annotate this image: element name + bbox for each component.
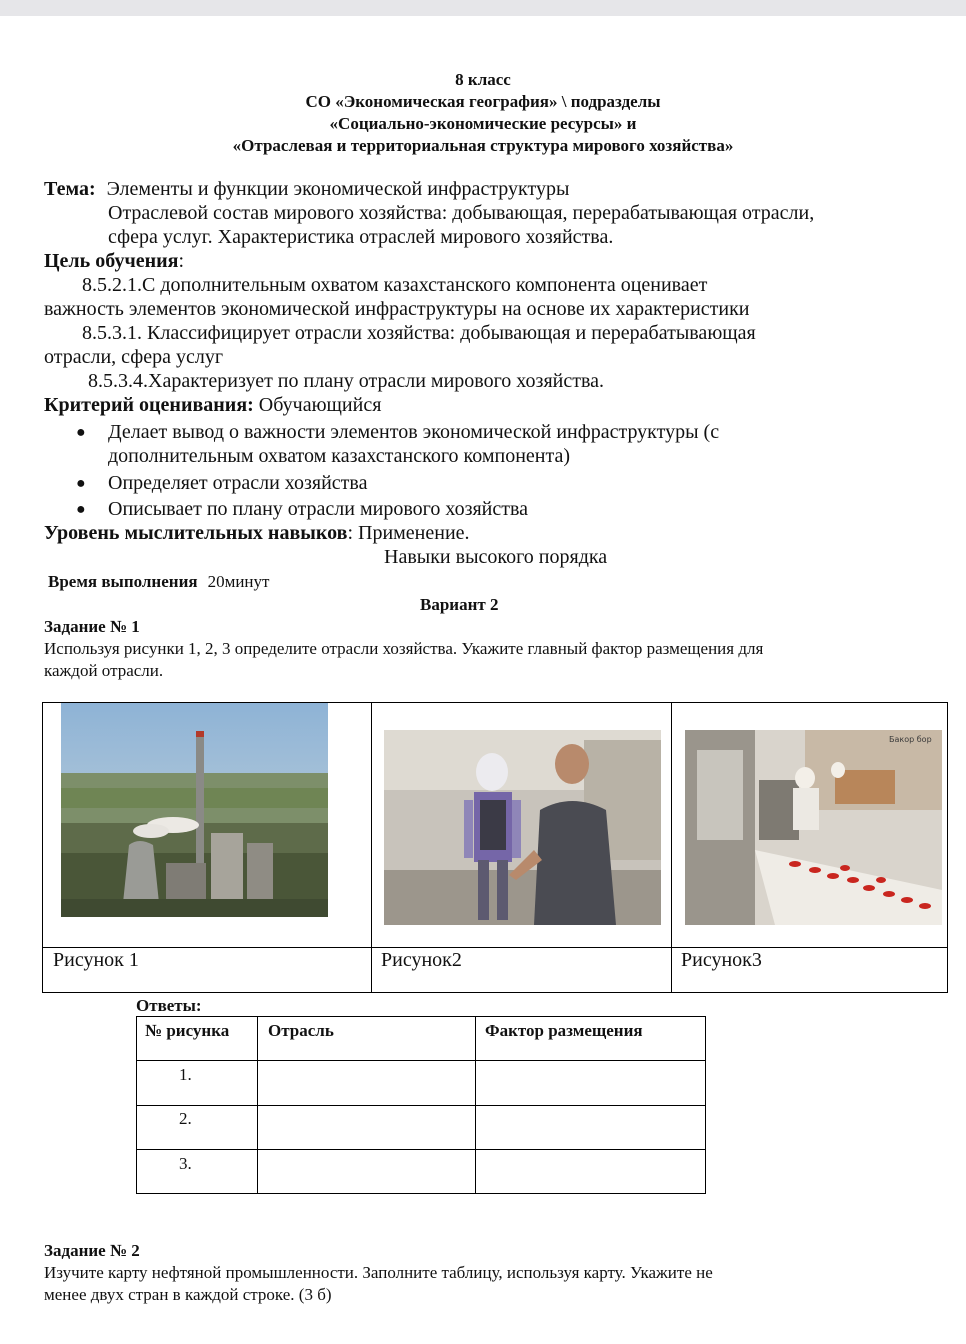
thinking-level-text-2: Навыки высокого порядка bbox=[384, 546, 608, 568]
goal-line-4: отрасли, сфера услуг bbox=[44, 346, 224, 368]
answers-header-number: № рисунка bbox=[145, 1021, 230, 1040]
caption-picture-3: Рисунок3 bbox=[681, 949, 762, 971]
answers-table bbox=[136, 1016, 706, 1194]
criteria-item-2: Определяет отрасли хозяйства bbox=[108, 472, 368, 494]
answers-header-factor: Фактор размещения bbox=[485, 1021, 643, 1040]
topic bbox=[44, 178, 569, 201]
task1-text-1: Используя рисунки 1, 2, 3 определите отрасли хозяйства. Укажите главный фактор размещения для bbox=[44, 639, 764, 658]
answers-row-1-number: 1. bbox=[179, 1065, 192, 1084]
grade-heading: 8 класс bbox=[455, 70, 511, 89]
bullet-icon: ● bbox=[76, 501, 86, 518]
task2-text-1: Изучите карту нефтяной промышленности. Заполните таблицу, используя карту. Укажите не bbox=[44, 1263, 713, 1282]
picture-3-food-factory bbox=[685, 730, 942, 925]
time bbox=[48, 572, 269, 592]
subsection-heading-1: «Социально-экономические ресурсы» и bbox=[329, 114, 637, 133]
topic-line-1: Элементы и функции экономической инфраструктуры bbox=[106, 178, 570, 200]
viewer-top-bar bbox=[0, 0, 966, 16]
variant-heading: Вариант 2 bbox=[420, 595, 499, 614]
caption-picture-1: Рисунок 1 bbox=[53, 949, 139, 971]
goal-line-3: 8.5.3.1. Классифицирует отрасли хозяйства: добывающая и перерабатывающая bbox=[82, 322, 756, 344]
criteria-item-1b: дополнительным охватом казахстанского компонента) bbox=[108, 445, 571, 467]
subsection-heading-2: «Отраслевая и территориальная структура мирового хозяйства» bbox=[232, 136, 734, 155]
thinking-level bbox=[44, 522, 470, 545]
answers-row-2-number: 2. bbox=[179, 1109, 192, 1128]
goal-line-5: 8.5.3.4.Характеризует по плану отрасли мирового хозяйства. bbox=[88, 370, 605, 392]
goal-label: Цель обучения bbox=[44, 250, 179, 272]
bullet-icon: ● bbox=[76, 424, 86, 441]
task2-text-2: менее двух стран в каждой строке. (3 б) bbox=[44, 1285, 332, 1304]
table-divider bbox=[137, 1060, 705, 1061]
table-divider bbox=[137, 1149, 705, 1150]
task1-text-2: каждой отрасли. bbox=[44, 661, 164, 680]
answers-header-industry: Отрасль bbox=[268, 1021, 334, 1040]
criteria-label: Критерий оценивания: bbox=[44, 394, 254, 416]
thinking-level-label: Уровень мыслительных навыков bbox=[44, 522, 348, 544]
goal-line-1: 8.5.2.1.С дополнительным охватом казахстанского компонента оценивает bbox=[82, 274, 708, 296]
time-value: 20минут bbox=[207, 572, 270, 591]
pictures-table bbox=[42, 702, 948, 993]
bullet-icon: ● bbox=[76, 475, 86, 492]
picture-2-robot-assembly bbox=[384, 730, 661, 925]
task2-title: Задание № 2 bbox=[44, 1241, 140, 1260]
topic-line-2: Отраслевой состав мирового хозяйства: добывающая, перерабатывающая отрасли, bbox=[108, 202, 815, 224]
thinking-level-text: : Применение. bbox=[347, 522, 470, 544]
task1-title: Задание № 1 bbox=[44, 617, 140, 636]
table-divider bbox=[371, 703, 372, 992]
section-heading: СО «Экономическая география» \ подразделы bbox=[305, 92, 661, 111]
picture-3-watermark: Бакор бор bbox=[889, 735, 932, 744]
table-divider bbox=[671, 703, 672, 992]
criteria-text: Обучающийся bbox=[253, 394, 382, 416]
criteria bbox=[44, 394, 381, 417]
caption-picture-2: Рисунок2 bbox=[381, 949, 462, 971]
time-label: Время выполнения bbox=[48, 572, 198, 591]
goal-colon: : bbox=[178, 250, 185, 272]
picture-1-power-plant bbox=[61, 703, 328, 917]
table-divider bbox=[43, 947, 947, 948]
answers-row-3-number: 3. bbox=[179, 1154, 192, 1173]
table-divider bbox=[137, 1105, 705, 1106]
topic-label: Тема: bbox=[44, 178, 96, 200]
topic-line-3: сфера услуг. Характеристика отраслей мирового хозяйства. bbox=[108, 226, 614, 248]
goal bbox=[44, 250, 184, 273]
answers-label: Ответы: bbox=[136, 996, 202, 1015]
criteria-item-1a: Делает вывод о важности элементов экономической инфраструктуры (с bbox=[108, 421, 720, 443]
criteria-item-3: Описывает по плану отрасли мирового хозяйства bbox=[108, 498, 529, 520]
goal-line-2: важность элементов экономической инфраструктуры на основе их характеристики bbox=[44, 298, 750, 320]
